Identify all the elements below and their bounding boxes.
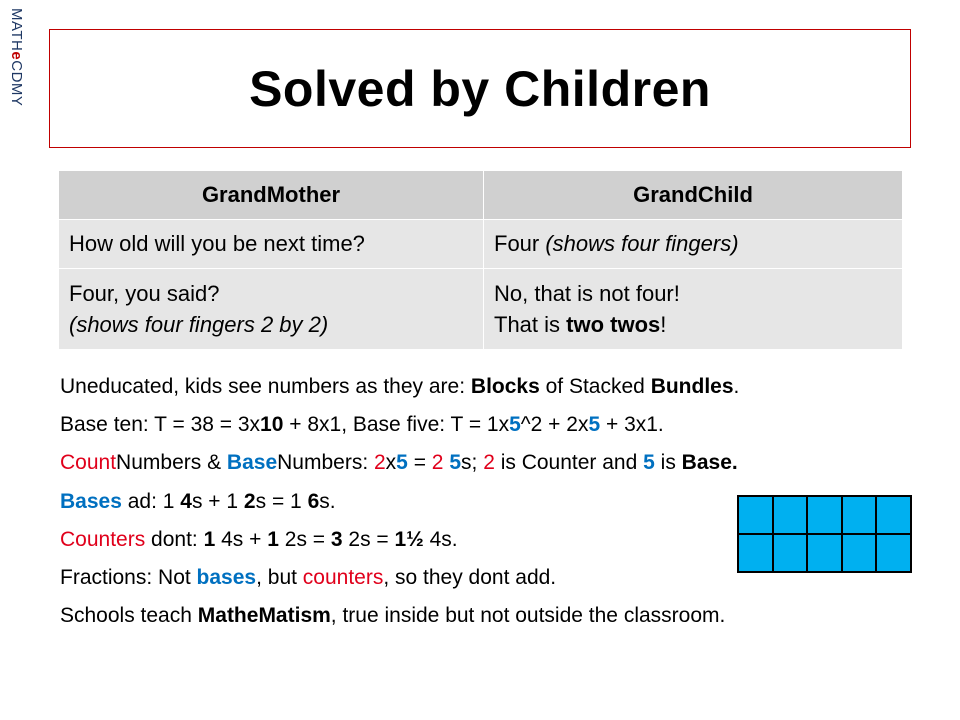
answer-text: Four <box>494 231 546 256</box>
grid-cell <box>842 534 877 572</box>
grid-cell <box>807 534 842 572</box>
brand-mid: e <box>8 51 25 61</box>
brand-prefix: MATH <box>8 8 25 52</box>
bundle-grid <box>737 495 912 573</box>
line-bases-add: Bases ad: 1 4s + 1 2s = 1 6s. <box>60 489 336 513</box>
line-bases: Base ten: T = 38 = 3x10 + 8x1, Base five: T = 1x5^2 + 2x5 + 3x1. <box>60 413 664 437</box>
grid-cell <box>876 534 911 572</box>
grid-cell <box>807 496 842 534</box>
line-schools: Schools teach MatheMatism, true inside but not outside the classroom. <box>60 604 726 628</box>
grandchild-answer <box>484 220 903 269</box>
brand-suffix: CDMY <box>8 60 25 107</box>
table-row <box>59 269 903 350</box>
slide-title: Solved by Children <box>249 60 711 117</box>
body-text <box>60 368 739 635</box>
grandmother-reply <box>59 269 484 350</box>
grid-cell <box>842 496 877 534</box>
answer-gesture: (shows four fingers) <box>545 231 739 256</box>
grid-cell <box>738 534 773 572</box>
header-grandchild: GrandChild <box>484 171 903 220</box>
reply-line1: No, that is not four! <box>494 281 680 306</box>
table-header-row <box>59 171 903 220</box>
grid-cell <box>773 496 808 534</box>
line-count-base-numbers: CountNumbers & BaseNumbers: 2x5 = 2 5s; 2 is Counter and 5 is Base. <box>60 451 738 475</box>
grid-cell <box>876 496 911 534</box>
header-grandmother: GrandMother <box>59 171 484 220</box>
dialogue-table <box>58 170 903 350</box>
title-box <box>49 29 911 148</box>
line-counters: Counters dont: 1 4s + 1 2s = 3 2s = 1½ 4s. <box>60 527 458 551</box>
brand-logo <box>8 8 25 106</box>
reply-text: Four, you said? <box>69 281 220 306</box>
grid-cell <box>773 534 808 572</box>
grandmother-question: How old will you be next time? <box>59 220 484 269</box>
line-uneducated: Uneducated, kids see numbers as they are: Blocks of Stacked Bundles. <box>60 375 740 398</box>
reply-gesture: (shows four fingers 2 by 2) <box>69 312 329 337</box>
table-row <box>59 220 903 269</box>
grid-cell <box>738 496 773 534</box>
reply-line2: That is two twos! <box>494 312 667 337</box>
grandchild-reply <box>484 269 903 350</box>
line-fractions: Fractions: Not bases, but counters, so they dont add. <box>60 566 557 590</box>
